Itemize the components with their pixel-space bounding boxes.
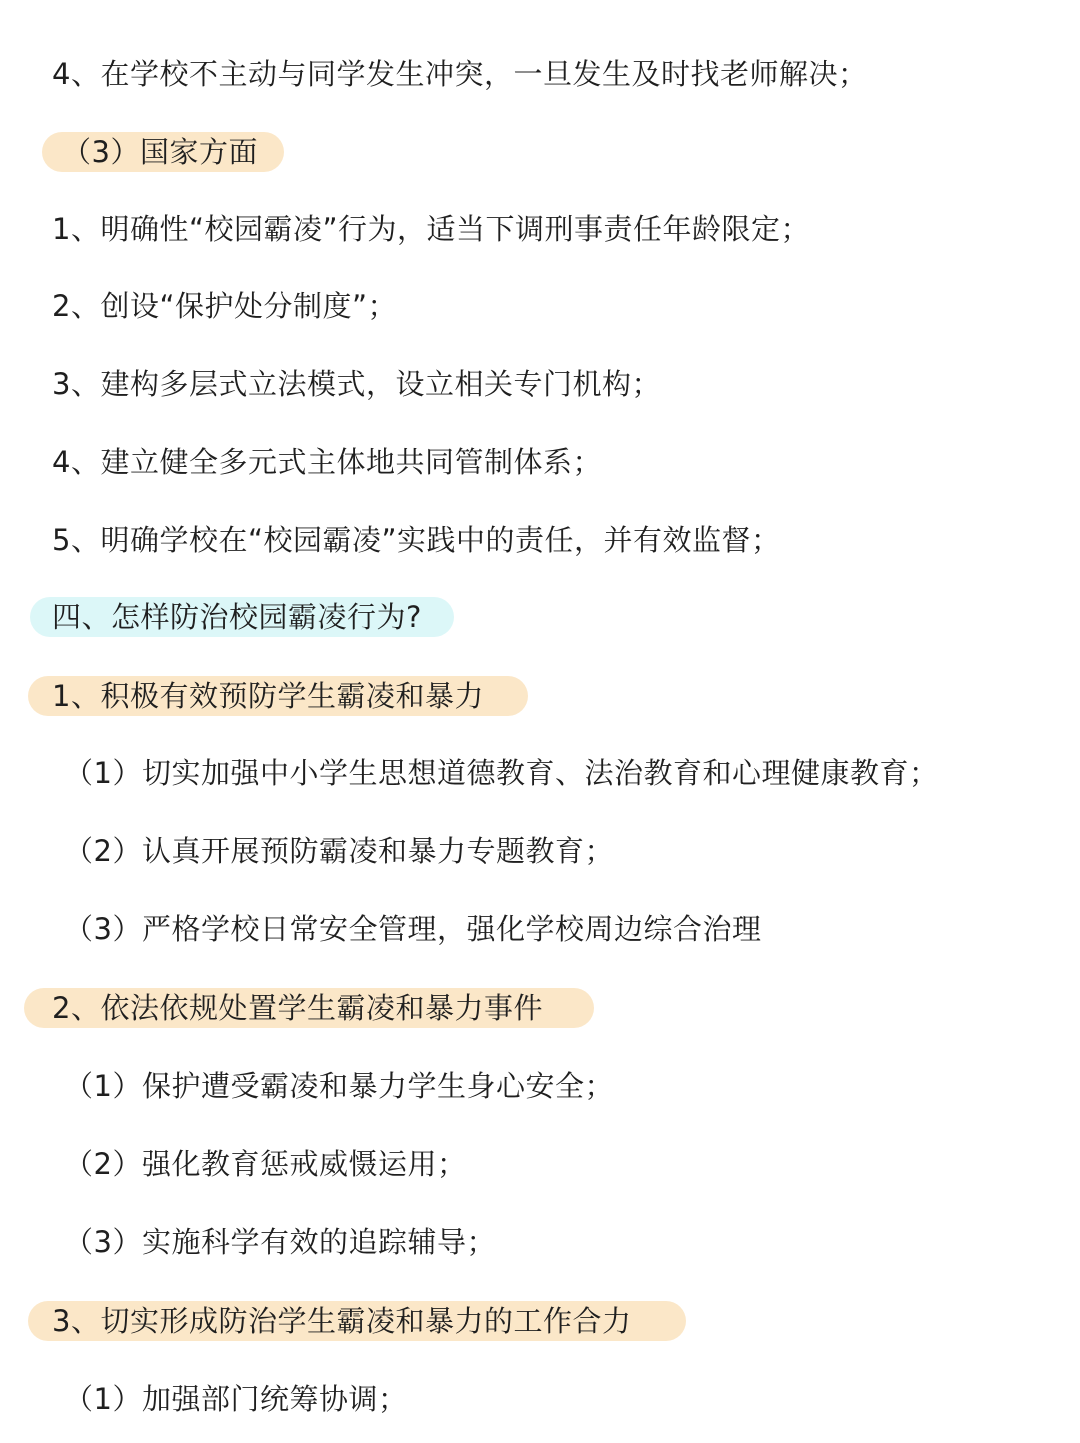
section-heading-prevention: 四、怎样防治校园霸凌行为? <box>30 597 454 637</box>
subsection-heading-handle: 2、依法依规处置学生霸凌和暴力事件 <box>24 988 594 1028</box>
text-line: 3、建构多层式立法模式，设立相关专门机构； <box>52 367 661 401</box>
text-line: 4、在学校不主动与同学发生冲突，一旦发生及时找老师解决； <box>52 57 868 91</box>
text-line: （2）认真开展预防霸凌和暴力专题教育； <box>64 834 614 868</box>
text-line: 1、明确性“校园霸凌”行为，适当下调刑事责任年龄限定； <box>52 212 810 246</box>
text-line: 4、建立健全多元式主体地共同管制体系； <box>52 445 602 479</box>
text-line: （3）实施科学有效的追踪辅导； <box>64 1225 496 1259</box>
text-line: 5、明确学校在“校园霸凌”实践中的责任，并有效监督； <box>52 523 781 557</box>
text-line: （3）严格学校日常安全管理，强化学校周边综合治理 <box>64 912 762 946</box>
section-heading-national: （3）国家方面 <box>42 132 284 172</box>
text-line: 2、创设“保护处分制度”； <box>52 289 397 323</box>
text-line: （2）强化教育惩戒威慑运用； <box>64 1147 467 1181</box>
subsection-heading-prevent: 1、积极有效预防学生霸凌和暴力 <box>28 676 528 716</box>
text-line: （1）保护遭受霸凌和暴力学生身心安全； <box>64 1069 614 1103</box>
text-line: （1）切实加强中小学生思想道德教育、法治教育和心理健康教育； <box>64 756 939 790</box>
subsection-heading-cooperate: 3、切实形成防治学生霸凌和暴力的工作合力 <box>28 1301 686 1341</box>
text-line: （1）加强部门统筹协调； <box>64 1382 408 1416</box>
